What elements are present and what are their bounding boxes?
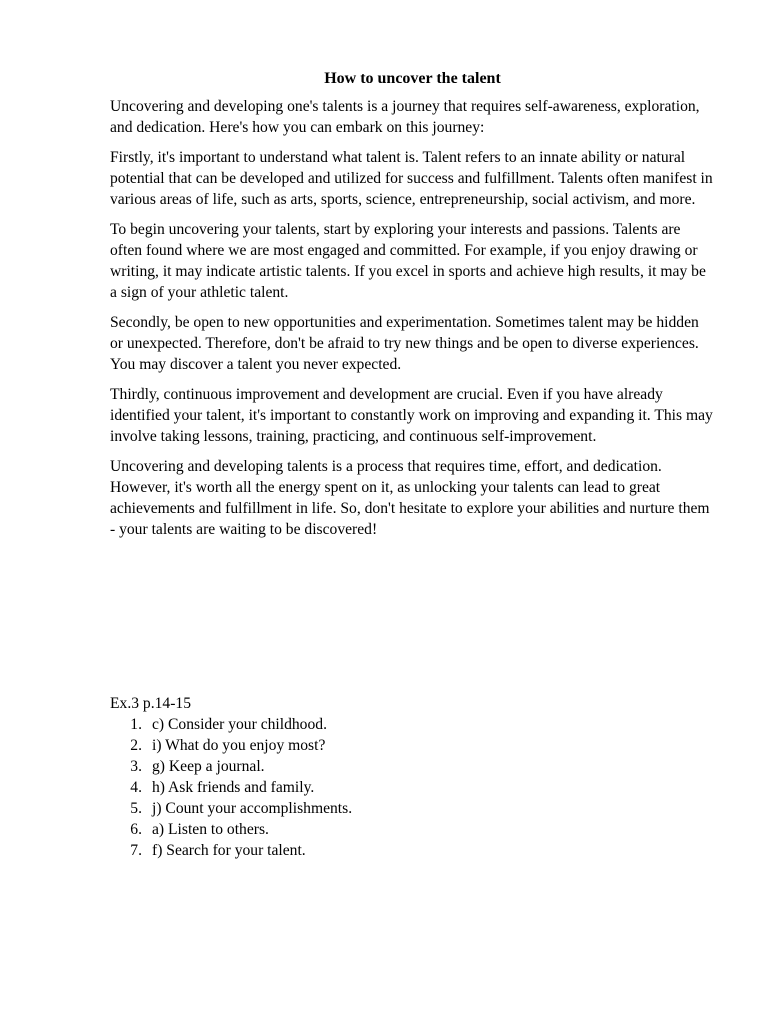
list-item (110, 840, 610, 861)
list-item-text: c) Consider your childhood. (152, 716, 327, 733)
list-item-text: i) What do you enjoy most? (152, 737, 326, 754)
paragraph-firstly: Firstly, it's important to understand what talent is. Talent refers to an innate ability or natural potential that can be developed and utilized for success and fulfillment. Talents often manifest in various areas of life, such as arts, sports, science, entrepreneurship, social activism, and more. (110, 149, 713, 208)
list-item-number: 7. (130, 842, 142, 859)
document-body (110, 68, 715, 549)
list-item (110, 798, 610, 819)
list-item-text: f) Search for your talent. (152, 842, 306, 859)
list-item-number: 2. (130, 737, 142, 754)
list-item-number: 5. (130, 800, 142, 817)
list-item (110, 777, 610, 798)
list-item (110, 735, 610, 756)
page-title: How to uncover the talent (324, 70, 501, 87)
paragraph-intro: Uncovering and developing one's talents is a journey that requires self-awareness, exploration, and dedication. Here's how you can embark on this journey: (110, 98, 700, 136)
list-item (110, 714, 610, 735)
list-item-number: 6. (130, 821, 142, 838)
list-item-number: 1. (130, 716, 142, 733)
list-item (110, 756, 610, 777)
answer-list (110, 714, 610, 861)
paragraph-thirdly: Thirdly, continuous improvement and development are crucial. Even if you have already identified your talent, it's important to constantly work on improving and expanding it. This may involve taking lessons, training, practicing, and continuous self-improvement. (110, 386, 713, 445)
list-item-text: h) Ask friends and family. (152, 779, 315, 796)
exercise-heading: Ex.3 p.14-15 (110, 695, 191, 712)
paragraph-secondly: Secondly, be open to new opportunities and experimentation. Sometimes talent may be hidden or unexpected. Therefore, don't be afraid to try new things and be open to diverse experiences. You may discover a talent you never expected. (110, 314, 699, 373)
list-item-number: 4. (130, 779, 142, 796)
list-item-text: a) Listen to others. (152, 821, 269, 838)
exercise-section (110, 693, 610, 861)
list-item-text: j) Count your accomplishments. (152, 800, 353, 817)
list-item (110, 819, 610, 840)
list-item-text: g) Keep a journal. (152, 758, 265, 775)
paragraph-begin: To begin uncovering your talents, start by exploring your interests and passions. Talents are often found where we are most engaged and committed. For example, if you enjoy drawing or writing, it may indicate artistic talents. If you excel in sports and achieve high results, it may be a sign of your athletic talent. (110, 221, 706, 301)
list-item-number: 3. (130, 758, 142, 775)
paragraph-conclusion: Uncovering and developing talents is a process that requires time, effort, and dedication. However, it's worth all the energy spent on it, as unlocking your talents can lead to great achievements and fulfillment in life. So, don't hesitate to explore your abilities and nurture them - your talents are waiting to be discovered! (110, 458, 710, 538)
